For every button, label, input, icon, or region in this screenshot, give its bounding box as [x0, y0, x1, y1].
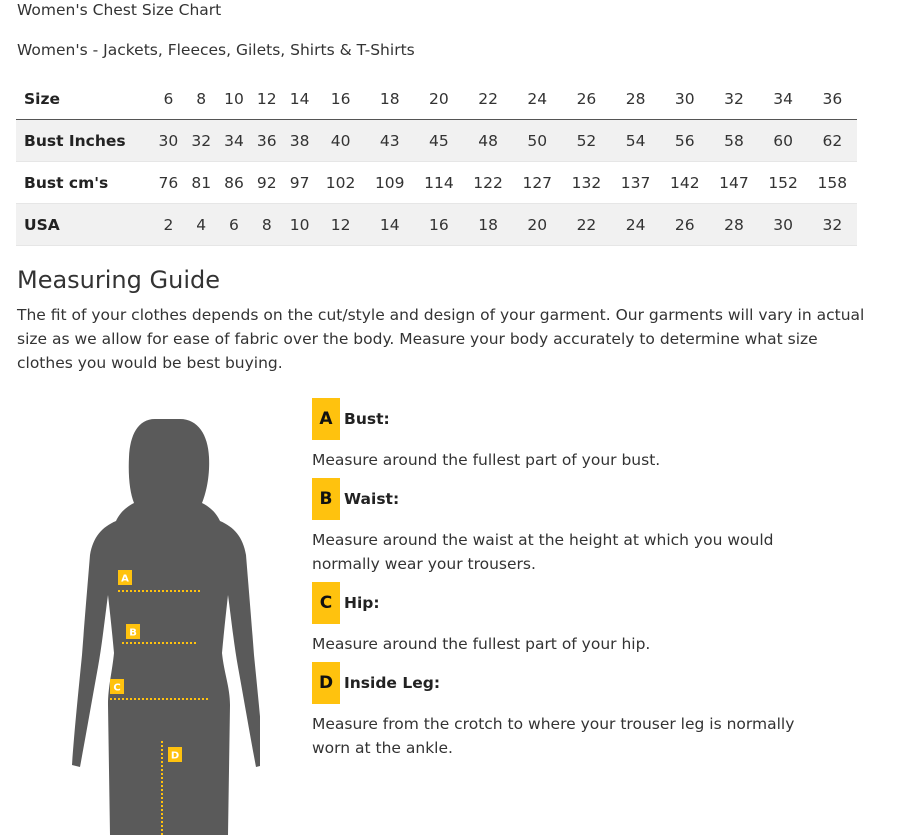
table-row [16, 120, 857, 162]
size-header-cell: 34 [773, 89, 793, 108]
table-cell: 32 [191, 131, 212, 150]
table-cell: 152 [768, 173, 798, 192]
size-header-cell: 16 [330, 89, 351, 108]
table-cell: 26 [674, 215, 695, 234]
table-cell: 43 [379, 131, 400, 150]
size-header-cell: 36 [822, 89, 843, 108]
measuring-guide-intro: The fit of your clothes depends on the cut/style and design of your garment. Our garments will vary in actual size as we allow for ease of fabric over the body. Measure your body accurately to determine what size clothes you would be best buying. [17, 306, 865, 372]
badge-c: C [312, 582, 340, 624]
table-cell: 10 [289, 215, 310, 234]
row-label-bust-inches: Bust Inches [24, 131, 126, 150]
size-header-label: Size [24, 89, 61, 108]
table-cell: 34 [224, 131, 244, 150]
table-cell: 114 [424, 173, 454, 192]
badge-b: B [312, 478, 340, 520]
table-cell: 28 [724, 215, 744, 234]
table-cell: 147 [719, 173, 749, 192]
table-cell: 40 [330, 131, 351, 150]
table-cell: 2 [163, 215, 174, 234]
table-cell: 22 [576, 215, 597, 234]
table-cell: 132 [571, 173, 602, 192]
table-cell: 45 [429, 131, 449, 150]
size-header-cell: 26 [576, 89, 597, 108]
table-cell: 14 [379, 215, 400, 234]
table-cell: 30 [158, 131, 179, 150]
table-cell: 38 [289, 131, 310, 150]
table-cell: 58 [724, 131, 744, 150]
silhouette-shape [72, 419, 260, 835]
badge-a: A [312, 398, 340, 440]
row-label-usa: USA [24, 215, 60, 234]
size-table [16, 78, 857, 246]
measure-description: Measure from the crotch to where your trouser leg is normally worn at the ankle. [312, 715, 795, 757]
table-cell: 97 [289, 173, 310, 192]
size-header-cell: 14 [289, 89, 310, 108]
table-cell: 6 [229, 215, 239, 234]
size-header-cell: 22 [478, 89, 498, 108]
table-cell: 137 [620, 173, 651, 192]
svg-text:C: C [113, 682, 121, 694]
table-cell: 32 [822, 215, 843, 234]
figure-marker-a [118, 570, 132, 585]
measure-item-waist [312, 478, 832, 576]
table-cell: 52 [576, 131, 597, 150]
table-cell: 142 [669, 173, 700, 192]
badge-d: D [312, 662, 340, 704]
table-cell: 56 [674, 131, 695, 150]
svg-text:D: D [170, 750, 180, 762]
table-row [16, 162, 857, 204]
table-cell: 62 [822, 131, 843, 150]
chart-subtitle: Women's - Jackets, Fleeces, Gilets, Shirts & T-Shirts [17, 41, 415, 59]
table-cell: 127 [522, 173, 553, 192]
table-cell: 92 [256, 173, 277, 192]
table-cell: 24 [625, 215, 646, 234]
table-cell: 4 [196, 215, 207, 234]
figure-marker-b [126, 624, 140, 639]
measure-item-inside-leg [312, 662, 832, 760]
size-header-cell: 18 [379, 89, 400, 108]
table-cell: 122 [473, 173, 503, 192]
table-cell: 109 [374, 173, 405, 192]
row-label-bust-cm: Bust cm's [24, 173, 109, 192]
svg-text:B: B [129, 627, 137, 639]
table-cell: 16 [429, 215, 449, 234]
measure-label: Bust: [344, 410, 390, 428]
table-cell: 12 [330, 215, 351, 234]
measure-label: Waist: [344, 490, 400, 508]
measure-description: Measure around the fullest part of your hip. [312, 635, 651, 653]
size-header-cell: 30 [674, 89, 695, 108]
measure-item-bust [312, 398, 832, 472]
size-header-cell: 8 [196, 89, 207, 108]
table-cell: 48 [478, 131, 498, 150]
size-header-cell: 24 [527, 89, 548, 108]
size-header-cell: 28 [625, 89, 646, 108]
table-cell: 18 [478, 215, 498, 234]
size-header-row [16, 78, 857, 120]
table-cell: 30 [773, 215, 793, 234]
measure-label: Inside Leg: [344, 674, 441, 692]
table-cell: 54 [625, 131, 646, 150]
measure-label: Hip: [344, 594, 380, 612]
table-cell: 76 [158, 173, 179, 192]
table-cell: 102 [325, 173, 356, 192]
table-row [16, 204, 857, 246]
size-header-cell: 10 [224, 89, 244, 108]
table-cell: 50 [527, 131, 548, 150]
figure-marker-c [110, 679, 124, 694]
size-header-cell: 12 [256, 89, 277, 108]
table-cell: 60 [773, 131, 793, 150]
size-header-cell: 32 [724, 89, 744, 108]
chart-title: Women's Chest Size Chart [17, 1, 222, 19]
size-header-cell: 20 [429, 89, 449, 108]
body-silhouette-figure [60, 405, 260, 835]
table-cell: 158 [817, 173, 848, 192]
figure-marker-d [168, 747, 182, 762]
svg-text:A: A [121, 573, 129, 585]
table-cell: 36 [256, 131, 277, 150]
size-header-cell: 6 [163, 89, 174, 108]
table-cell: 86 [224, 173, 244, 192]
table-cell: 81 [191, 173, 212, 192]
measuring-guide-title: Measuring Guide [17, 266, 220, 294]
measure-description: Measure around the fullest part of your bust. [312, 451, 661, 469]
table-cell: 8 [261, 215, 272, 234]
measure-item-hip [312, 582, 832, 656]
table-cell: 20 [527, 215, 548, 234]
measure-description: Measure around the waist at the height at which you would normally wear your trousers. [312, 531, 774, 573]
